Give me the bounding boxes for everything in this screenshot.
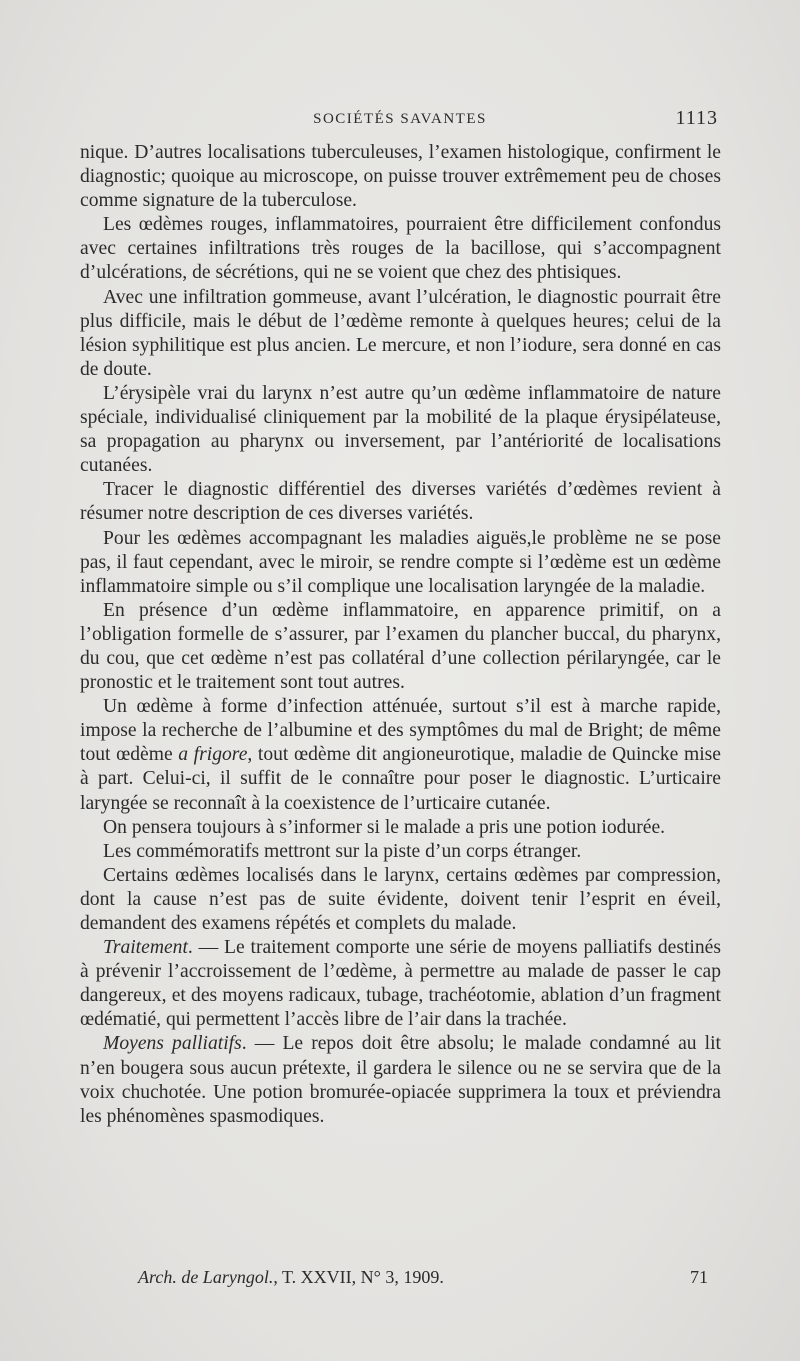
text-run: . — Le repos doit être absolu; le malade condamné au lit n’en bougera sous aucun prétexte, il gardera le silence ou ne se servira que de la voix chuchotée. Une potion bromurée-opiacée supprimera la toux et préviendra les phénomènes spasmodiques. xyxy=(80,1033,722,1127)
text-run: Tracer le diagnostic différentiel des diverses variétés d’œdèmes revient à résumer notre description de ces diverses variétés. xyxy=(80,479,721,525)
text-run: Pour les œdèmes accompagnant les maladies aiguës,le problème ne se pose pas, il faut cependant, avec le miroir, se rendre compte si l’œdème est un œdème inflammatoire simple ou s’il complique une localisation laryngée de la maladie. xyxy=(80,527,721,597)
paragraph xyxy=(80,1032,721,1128)
italic-text: a frigore xyxy=(178,744,248,766)
paragraph xyxy=(80,141,721,213)
text-run: L’érysipèle vrai du larynx n’est autre qu’un œdème inflammatoire de nature spéciale, individualisé cliniquement par la mobilité de la plaque érysipélateuse, sa propagation au pharynx ou inversement, par l’antériorité de localisations cutanées. xyxy=(80,382,721,477)
running-title: SOCIÉTÉS SAVANTES xyxy=(313,111,487,127)
journal-details: , T. XXVII, N° 3, 1909. xyxy=(273,1267,444,1287)
page-footer xyxy=(80,1267,720,1293)
paragraph xyxy=(80,286,721,382)
text-run: On pensera toujours à s’informer si le malade a pris une potion iodurée. xyxy=(103,816,666,838)
paragraph xyxy=(80,527,721,599)
italic-text: Traitement xyxy=(103,937,188,959)
paragraph xyxy=(80,213,721,285)
page-header xyxy=(80,107,720,137)
paragraph xyxy=(80,840,721,864)
paragraph xyxy=(80,478,721,526)
text-run: , tout œdème dit angioneurotique, maladie de Quincke mise à part. Celui-ci, il suffit de le connaître pour poser le diagnostic. L’urticaire laryngée se reconnaît à la coexistence de l’urticaire cutanée. xyxy=(80,744,721,814)
journal-title: Arch. de Laryngol. xyxy=(138,1267,274,1287)
italic-text: Moyens palliatifs xyxy=(103,1033,242,1055)
text-run: . — Le traitement comporte une série de moyens palliatifs destinés à prévenir l’accroissement de l’œdème, à permettre au malade de passer le cap dangereux, et des moyens radicaux, tubage, trachéotomie, ablation d’un fragment œdématié, qui permettent l’accès libre de l’air dans la trachée. xyxy=(80,937,721,1031)
text-run: Avec une infiltration gommeuse, avant l’ulcération, le diagnostic pourrait être plus difficile, mais le début de l’œdème remonte à quelques heures; celui de la lésion syphilitique est plus ancien. Le mercure, et non l’iodure, sera donné en cas de doute. xyxy=(80,286,721,380)
text-run: Certains œdèmes localisés dans le larynx, certains œdèmes par compression, dont la cause n’est pas de suite évidente, doivent tenir l’esprit en éveil, demandent des examens répétés et complets du malade. xyxy=(80,864,721,934)
text-run: Les commémoratifs mettront sur la piste d’un corps étranger. xyxy=(103,840,582,862)
body-text xyxy=(80,141,721,1129)
paragraph xyxy=(80,599,721,695)
paragraph xyxy=(80,382,721,478)
paragraph xyxy=(80,864,721,936)
signature-mark: 71 xyxy=(690,1267,708,1287)
text-run: Un œdème à forme d’infection atténuée, surtout s’il est à marche rapide, impose la recherche de l’albumine et des symptômes du mal de Bright; de même tout œdème xyxy=(80,696,721,766)
journal-citation xyxy=(138,1267,444,1288)
text-run: Les œdèmes rouges, inflammatoires, pourraient être difficilement confondus avec certaines infiltrations très rouges de la bacillose, qui s’accompagnent d’ulcérations, de sécrétions, qui ne se voient que chez des phtisiques. xyxy=(80,214,721,284)
text-run: En présence d’un œdème inflammatoire, en apparence primitif, on a l’obligation formelle de s’assurer, par l’examen du plancher buccal, du pharynx, du cou, que cet œdème n’est pas collatéral d’une collection périlaryngée, car le pronostic et le traitement sont tout autres. xyxy=(80,599,721,694)
paragraph xyxy=(80,695,721,815)
paragraph xyxy=(80,816,721,840)
page-number: 1113 xyxy=(675,107,718,129)
text-run: nique. D’autres localisations tuberculeuses, l’examen histologique, confirment le diagnostic; quoique au microscope, on puisse trouver extrêmement peu de choses comme signature de la tuberculose. xyxy=(80,142,721,212)
paragraph xyxy=(80,936,721,1032)
